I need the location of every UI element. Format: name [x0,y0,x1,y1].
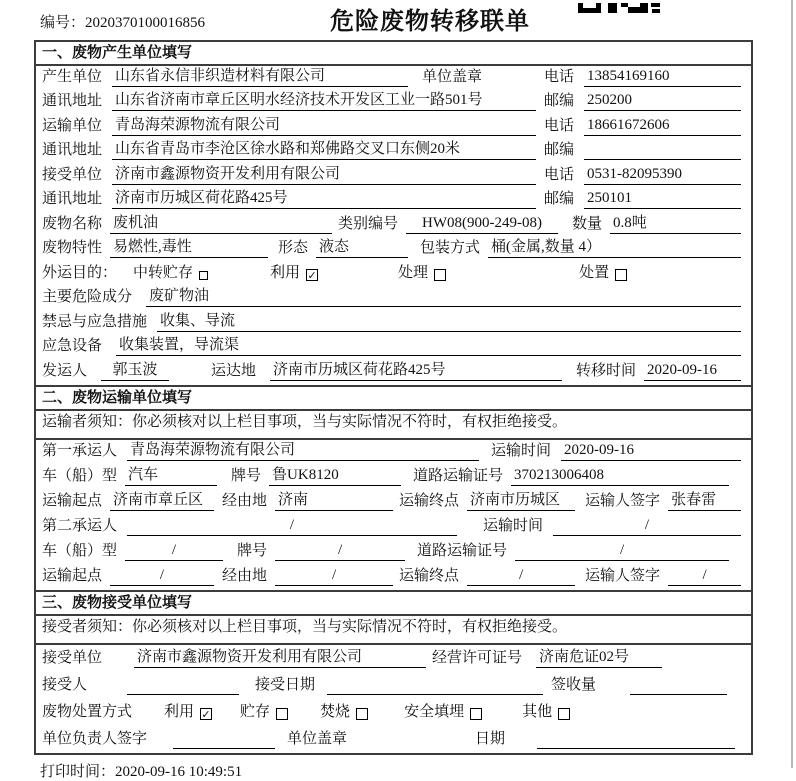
route1-sign-label: 运输人签字 [585,492,661,509]
producer-phone: 13854169160 [584,67,741,87]
vehicle2-label: 车（船）型 [42,542,118,559]
row-disposal-method [36,699,751,726]
sign-date-label: 日期 [475,730,506,747]
form-value: 液态 [316,238,408,258]
phone-label: 电话 [544,117,575,134]
section-receiver [36,590,751,753]
transfer-time: 2020-09-16 [644,361,741,381]
disposal-opt-burn-label: 焚烧 [320,703,351,720]
vehicle1-type: 汽车 [125,466,217,486]
row-receive-person [36,672,751,699]
phone-label: 电话 [544,68,575,85]
emergency-value: 收集、导流 [157,312,741,332]
transport-time-label: 运输时间 [483,517,544,534]
row-transporter-notice [36,411,751,440]
receive-person-value [127,694,239,695]
row-transporter [36,115,751,140]
row-equipment [36,336,751,361]
print-time-label: 打印时间： [40,763,116,780]
carrier1-label: 第一承运人 [42,442,118,459]
transporter-label: 运输单位 [42,117,103,134]
receiver-zip: 250101 [584,189,741,209]
sign-date-value [537,748,735,749]
producer-addr-group [42,91,544,111]
route2-start-label: 运输起点 [42,567,103,584]
row-receiver-notice [36,616,751,645]
receiver-notice: 接受者须知：你必须核对以上栏目事项，当与实际情况不符时，有权拒绝接受。 [42,618,568,635]
zip-label: 邮编 [544,191,575,207]
equipment-value: 收集装置，导流渠 [116,336,741,356]
receipt-qty-label: 签收量 [551,676,597,693]
waste-name: 废机油 [110,214,332,234]
responsible-sign-label: 单位负责人签字 [42,730,148,747]
pack-label: 包装方式 [420,240,481,256]
phone-label: 电话 [544,166,575,183]
receive-date-value [327,694,543,695]
cert2-value: / [515,541,729,561]
pack-value: 桶(金属,数量 4） [488,238,741,258]
qr-code-icon [578,0,660,18]
disposal-opt-other-label: 其他 [522,703,553,720]
row-purpose [36,262,751,287]
vehicle1-label: 车（船）型 [42,467,118,484]
row-responsible-sign [36,726,751,753]
waste-qty: 0.8吨 [610,214,741,234]
waste-qty-label: 数量 [572,215,603,232]
print-time-value: 2020-09-16 10:49:51 [115,763,243,780]
checkbox-disposal-landfill [470,708,482,720]
cert1-value: 370213006408 [511,466,729,486]
row-vehicle1 [36,465,751,490]
transporter-notice: 运输者须知：你必须核对以上栏目事项，当与实际情况不符时，有权拒绝接受。 [42,413,568,430]
carrier1-value: 青岛海荣源物流有限公司 [127,441,479,461]
route2-sign-label: 运输人签字 [585,567,661,584]
vehicle2-type: / [125,541,223,561]
checkbox-disposal-burn [356,708,368,720]
row-dispatch [36,360,751,385]
producer-group [42,67,544,87]
route1-end-label: 运输终点 [399,492,460,509]
transporter-value: 青岛海荣源物流有限公司 [112,116,536,136]
dispatcher-name: 郭玉波 [101,361,169,381]
producer-label: 产生单位 [42,68,103,85]
section1-title: 一、废物产生单位填写 [36,42,751,66]
row-waste-traits [36,238,751,263]
route2-start: / [110,566,214,586]
serial-number [40,11,205,32]
disposal-label: 废物处置方式 [42,703,133,720]
section-transporter [36,385,751,590]
transporter-zip [584,159,741,160]
receiver-group [42,165,544,185]
unit-stamp-label: 单位盖章 [287,730,348,747]
receiver-addr-group [42,189,544,209]
cert2-label: 道路运输证号 [417,542,508,559]
waste-code: HW08(900-249-08) [406,214,558,234]
checkbox-treat [434,269,446,281]
form-label: 形态 [278,240,309,256]
receiver-label: 接受单位 [42,166,103,183]
row-hazard [36,287,751,312]
hazard-value: 废矿物油 [146,287,741,307]
license-value: 济南危证02号 [536,648,662,668]
document-header [0,0,796,40]
hazard-label: 主要危险成分 [42,289,133,305]
manifest-form [34,40,753,755]
producer-value: 山东省永信非织造材料有限公司 [112,67,408,87]
stamp-label: 单位盖章 [422,68,483,85]
row-transporter-address [36,140,751,165]
row-route1 [36,490,751,515]
carrier2-time: / [553,516,741,536]
transporter-phone: 18661672606 [584,116,741,136]
row-waste-name [36,213,751,238]
transfer-time-label: 转移时间 [576,362,637,379]
address-label: 通讯地址 [42,142,103,158]
plate1-value: 鲁UK8120 [269,466,401,486]
license-label: 经营许可证号 [432,649,523,666]
checkbox-disposal-use: ✓ [201,707,211,721]
zip-label: 邮编 [544,142,575,158]
route1-via-label: 经由地 [222,492,268,509]
route1-start: 济南市章丘区 [110,491,214,511]
destination-value: 济南市历城区荷花路425号 [270,361,562,381]
row-vehicle2 [36,540,751,565]
carrier2-label: 第二承运人 [42,517,118,534]
waste-code-label: 类别编号 [338,215,399,232]
transporter-address: 山东省青岛市李沧区徐水路和郑佛路交叉口东侧20米 [112,140,536,160]
cert1-label: 道路运输证号 [413,467,504,484]
purpose-opt-transfer-label: 中转贮存 [133,264,194,281]
transporter-group [42,116,544,136]
serial-label: 编号： [40,15,86,31]
plate1-label: 牌号 [231,467,262,484]
address-label: 通讯地址 [42,93,103,109]
plate2-label: 牌号 [237,542,268,559]
route2-end: / [467,566,575,586]
receipt-qty-value [630,694,727,695]
responsible-sign-value [173,748,275,749]
section3-title: 三、废物接受单位填写 [36,590,751,616]
address-label: 通讯地址 [42,191,103,207]
receive-unit-value: 济南市鑫源物资开发利用有限公司 [134,648,426,668]
carrier2-value: / [127,516,457,536]
zip-label: 邮编 [544,93,575,109]
purpose-opt-treat-label: 处理 [398,264,429,281]
row-emergency [36,311,751,336]
row-receive-unit [36,645,751,672]
checkbox-transfer-storage [199,271,208,280]
route1-end: 济南市历城区 [467,491,575,511]
route1-start-label: 运输起点 [42,492,103,509]
checkbox-disposal-store [276,708,288,720]
row-receiver [36,164,751,189]
page-right-edge [791,0,793,768]
receiver-phone: 0531-82095390 [584,165,741,185]
serial-value: 2020370100016856 [85,15,206,31]
purpose-opt-dispose-label: 处置 [579,264,610,281]
transporter-addr-group [42,140,544,160]
print-time [40,760,796,781]
producer-address: 山东省济南市章丘区明水经济技术开发区工业一路501号 [112,91,536,111]
section-producer [36,42,751,385]
route2-end-label: 运输终点 [399,567,460,584]
traits-value: 易燃性,毒性 [110,238,268,258]
route2-via-label: 经由地 [222,567,268,584]
route1-sign: 张春雷 [668,491,741,511]
checkbox-dispose [615,269,627,281]
row-carrier2 [36,515,751,540]
equipment-label: 应急设备 [42,338,103,354]
checkbox-disposal-other [558,708,570,720]
receive-unit-label: 接受单位 [42,649,103,666]
receiver-value: 济南市鑫源物资开发利用有限公司 [112,165,536,185]
route1-via: 济南 [275,491,393,511]
route2-via: / [275,566,393,586]
row-producer-address [36,91,751,116]
row-receiver-address [36,189,751,214]
producer-zip: 250200 [584,91,741,111]
plate2-value: / [275,541,405,561]
disposal-opt-landfill-label: 安全填埋 [404,703,465,720]
disposal-opt-store-label: 贮存 [240,703,271,720]
destination-label: 运达地 [211,362,257,379]
transport-time-label: 运输时间 [491,442,552,459]
receiver-address: 济南市历城区荷花路425号 [112,189,536,209]
carrier1-time: 2020-09-16 [561,441,741,461]
row-route2 [36,565,751,590]
checkbox-use: ✓ [307,268,317,282]
emergency-label: 禁忌与应急措施 [42,313,148,330]
waste-name-label: 废物名称 [42,215,103,232]
row-producer [36,66,751,91]
purpose-label: 外运目的： [42,264,118,281]
purpose-opt-use-label: 利用 [270,264,301,281]
row-carrier1 [36,440,751,465]
disposal-opt-use-label: 利用 [164,703,195,720]
receive-person-label: 接受人 [42,676,88,693]
receive-date-label: 接受日期 [255,676,316,693]
page-title: 危险废物转移联单 [330,9,530,35]
route2-sign: / [668,566,741,586]
section2-title: 二、废物运输单位填写 [36,385,751,411]
dispatcher-label: 发运人 [42,362,88,379]
traits-label: 废物特性 [42,240,103,256]
